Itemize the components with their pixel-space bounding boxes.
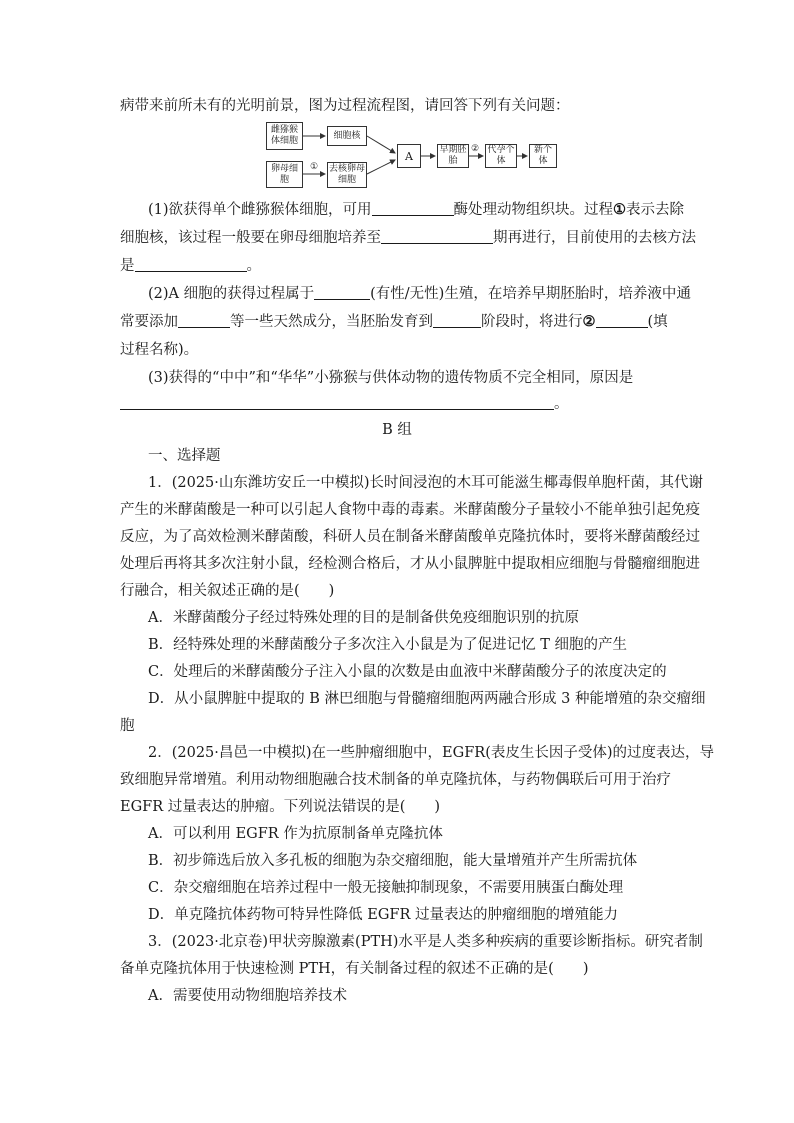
- enucleated-oocyte-box: 去核卵母细胞: [327, 162, 367, 188]
- oocyte-box: 卵母细胞: [266, 161, 303, 188]
- step-1-label: ①: [310, 162, 319, 172]
- early-embryo-box: 早期胚胎: [437, 144, 469, 168]
- cell-a-box: A: [397, 144, 421, 168]
- q3-text-end: 。: [554, 396, 569, 412]
- q2-line1: [148, 284, 691, 304]
- mc2-line2: 致细胞异常增殖。利用动物细胞融合技术制备的单克隆抗体，与药物偶联后可用于治疗: [120, 772, 671, 788]
- mc1-option-b: B．经特殊处理的米酵菌酸分子多次注入小鼠是为了促进记忆 T 细胞的产生: [148, 637, 628, 653]
- mc2-line1: 2．(2025·昌邑一中模拟)在一些肿瘤细胞中，EGFR(表皮生长因子受体)的过度表达，导: [148, 745, 715, 761]
- donor-cell-box: 雌猕猴体细胞: [266, 122, 303, 150]
- mc1-option-a: A．米酵菌酸分子经过特殊处理的目的是制备供免疫细胞识别的抗原: [148, 610, 579, 626]
- q2-text-b: (有性/无性)生殖，在培养早期胚胎时，培养液中通: [370, 286, 691, 302]
- mc2-line3: EGFR 过量表达的肿瘤。下列说法错误的是( ): [120, 799, 441, 815]
- mc2-option-b: B．初步筛选后放入多孔板的细胞为杂交瘤细胞，能大量增殖并产生所需抗体: [148, 853, 638, 869]
- q2-line2: [120, 312, 680, 332]
- q1-text-3b: 。: [246, 258, 261, 274]
- q1-line2: [120, 228, 696, 248]
- q1-text-a: (1)欲获得单个雌猕猴体细胞，可用: [148, 202, 372, 218]
- q1-blank-method[interactable]: [135, 257, 247, 272]
- mc2-option-d: D．单克隆抗体药物可特异性降低 EGFR 过量表达的肿瘤细胞的增殖能力: [148, 907, 618, 923]
- mc3-line2: 备单克隆抗体用于快速检测 PTH，有关制备过程的叙述不正确的是( ): [120, 961, 589, 977]
- q3-line1: (3)获得的“中中”和“华华”小猕猴与供体动物的遗传物质不完全相同，原因是: [148, 370, 634, 386]
- q2-blank-embryo-stage[interactable]: [433, 313, 481, 328]
- mc1-line2: 产生的米酵菌酸是一种可以引起人食物中毒的毒素。米酵菌酸分子量较小不能单独引起免疫: [120, 502, 700, 518]
- mc1-option-c: C．处理后的米酵菌酸分子注入小鼠的次数是由血液中米酵菌酸分子的浓度决定的: [148, 664, 667, 680]
- mc3-option-a: A．需要使用动物细胞培养技术: [148, 988, 347, 1004]
- q1-line1: [148, 200, 685, 220]
- q2-blank-reproduction[interactable]: [314, 285, 370, 300]
- mc1-option-d-cont: 胞: [120, 718, 135, 734]
- q1-text-3a: 是: [120, 258, 135, 274]
- q2-step2-mark: ②: [582, 313, 596, 330]
- q2-text-2c: 阶段时，将进行: [481, 314, 583, 330]
- mc2-option-c: C．杂交瘤细胞在培养过程中一般无接触抑制现象，不需要用胰蛋白酶处理: [148, 880, 624, 896]
- new-individual-box: 新个体: [529, 144, 557, 168]
- mc1-line4: 处理后再将其多次注射小鼠，经检测合格后，才从小鼠脾脏中提取相应细胞与骨髓瘤细胞进: [120, 556, 700, 572]
- q1-text-2a: 细胞核，该过程一般要在卵母细胞培养至: [120, 230, 381, 246]
- process-flow-diagram: [266, 120, 566, 192]
- q1-text-b: 酶处理动物组织块。过程: [453, 202, 614, 218]
- group-b-heading: B 组: [382, 422, 412, 438]
- mc1-line3: 反应，为了高效检测米酵菌酸，科研人员在制备米酵菌酸单克隆抗体时，要将米酵菌酸经过: [120, 529, 700, 545]
- nucleus-box: 细胞核: [327, 126, 367, 146]
- q3-blank-reason[interactable]: [120, 395, 554, 410]
- mc3-line1: 3．(2023·北京卷)甲状旁腺激素(PTH)水平是人类多种疾病的重要诊断指标。研究者制: [148, 934, 703, 950]
- mc1-option-d: D．从小鼠脾脏中提取的 B 淋巴细胞与骨髓瘤细胞两两融合形成 3 种能增殖的杂交瘤细: [148, 691, 706, 707]
- q2-blank-additive[interactable]: [178, 313, 230, 328]
- q2-text-2b: 等一些天然成分，当胚胎发育到: [230, 314, 433, 330]
- mc2-option-a: A．可以利用 EGFR 作为抗原制备单克隆抗体: [148, 826, 443, 842]
- q1-text-2b: 期再进行，目前使用的去核方法: [493, 230, 696, 246]
- q2-text-2a: 常要添加: [120, 314, 178, 330]
- q2-line3: 过程名称)。: [120, 342, 199, 358]
- q3-line2: [120, 394, 680, 414]
- q1-line3: [120, 256, 680, 276]
- q2-text-a: (2)A 细胞的获得过程属于: [148, 286, 315, 302]
- q1-text-d: 表示去除: [626, 202, 685, 218]
- q2-blank-process[interactable]: [596, 313, 648, 328]
- q1-blank-enzyme[interactable]: [372, 201, 454, 216]
- mc1-line1: 1．(2025·山东潍坊安丘一中模拟)长时间浸泡的木耳可能滋生椰毒假单胞杆菌，其代谢: [148, 475, 704, 491]
- section-heading: 一、选择题: [148, 448, 221, 464]
- surrogate-box: 代孕个体: [485, 144, 517, 168]
- step-2-label: ②: [471, 144, 480, 154]
- mc1-line5: 行融合，相关叙述正确的是( ): [120, 583, 335, 599]
- q1-step1-mark: ①: [613, 201, 627, 218]
- q2-text-2e: (填: [647, 314, 668, 330]
- intro-line: 病带来前所未有的光明前景，图为过程流程图，请回答下列有关问题：: [120, 98, 570, 114]
- q1-blank-stage[interactable]: [381, 229, 493, 244]
